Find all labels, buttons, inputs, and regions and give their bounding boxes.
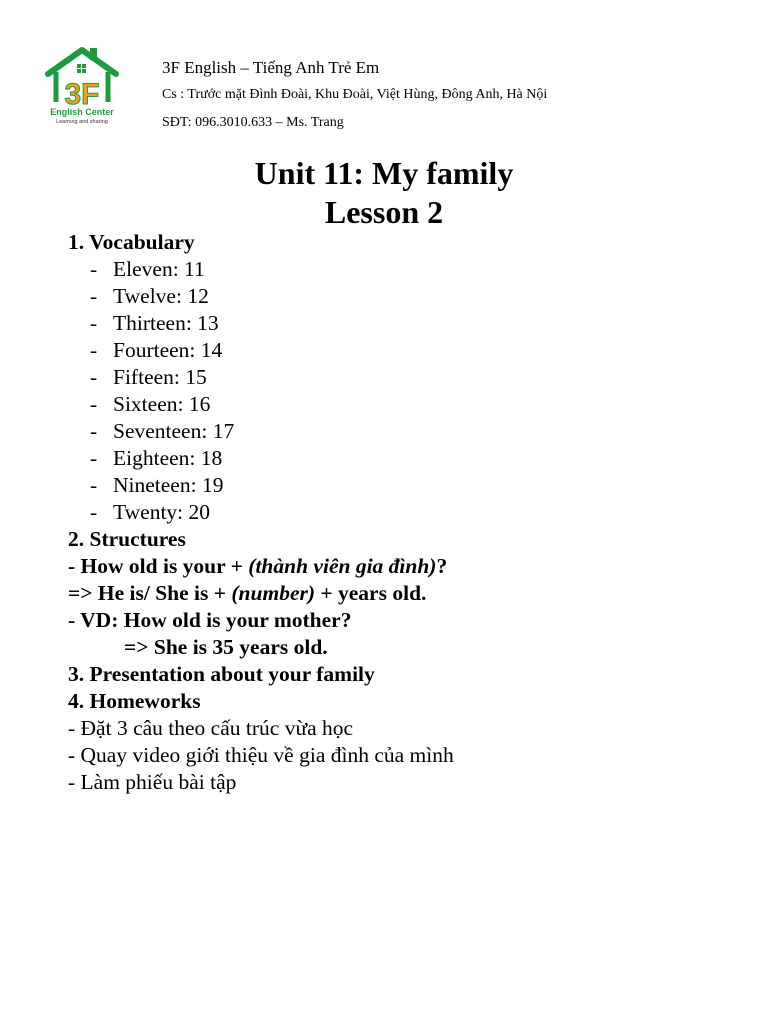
school-name: 3F English – Tiếng Anh Trẻ Em [162,58,380,77]
example-question: - VD: How old is your mother? [68,608,352,632]
structures-heading: 2. Structures [68,527,186,551]
list-item: - Đặt 3 câu theo cấu trúc vừa học [68,716,354,740]
unit-title: Unit 11: My family [254,155,514,191]
logo [44,44,120,128]
list-item: - Làm phiếu bài tập [68,770,237,794]
list-item: - Eleven: 11 [90,257,205,281]
list-item: - Fourteen: 14 [90,338,223,362]
list-item: - Eighteen: 18 [90,446,223,470]
list-item: - Quay video giới thiệu về gia đình của mình [68,743,454,767]
example-answer: => She is 35 years old. [124,635,328,659]
school-address: Cs : Trước mặt Đình Đoài, Khu Đoài, Việt Hùng, Đông Anh, Hà Nội [162,87,548,102]
logo-tagline: Learning and sharing [56,119,108,125]
structure-answer: => He is/ She is + (number) + years old. [68,581,427,605]
structure-question: - How old is your + (thành viên gia đình)? [68,554,448,578]
list-item: - Seventeen: 17 [90,419,235,443]
logo-text: 3F [64,78,100,111]
homework-list [68,715,728,796]
page-title [0,154,768,232]
vocabulary-list [68,256,728,526]
list-item: - Twelve: 12 [90,284,209,308]
list-item: - Sixteen: 16 [90,392,211,416]
school-phone: SĐT: 096.3010.633 – Ms. Trang [162,115,344,130]
presentation-heading: 3. Presentation about your family [68,662,375,686]
list-item: - Thirteen: 13 [90,311,219,335]
school-info [162,56,547,133]
lesson-content [68,229,728,796]
homework-heading: 4. Homeworks [68,689,201,713]
vocabulary-heading: 1. Vocabulary [68,230,195,254]
list-item: - Twenty: 20 [90,500,211,524]
list-item: - Nineteen: 19 [90,473,224,497]
lesson-title: Lesson 2 [324,194,444,230]
list-item: - Fifteen: 15 [90,365,207,389]
logo-caption: English Center [50,107,114,117]
